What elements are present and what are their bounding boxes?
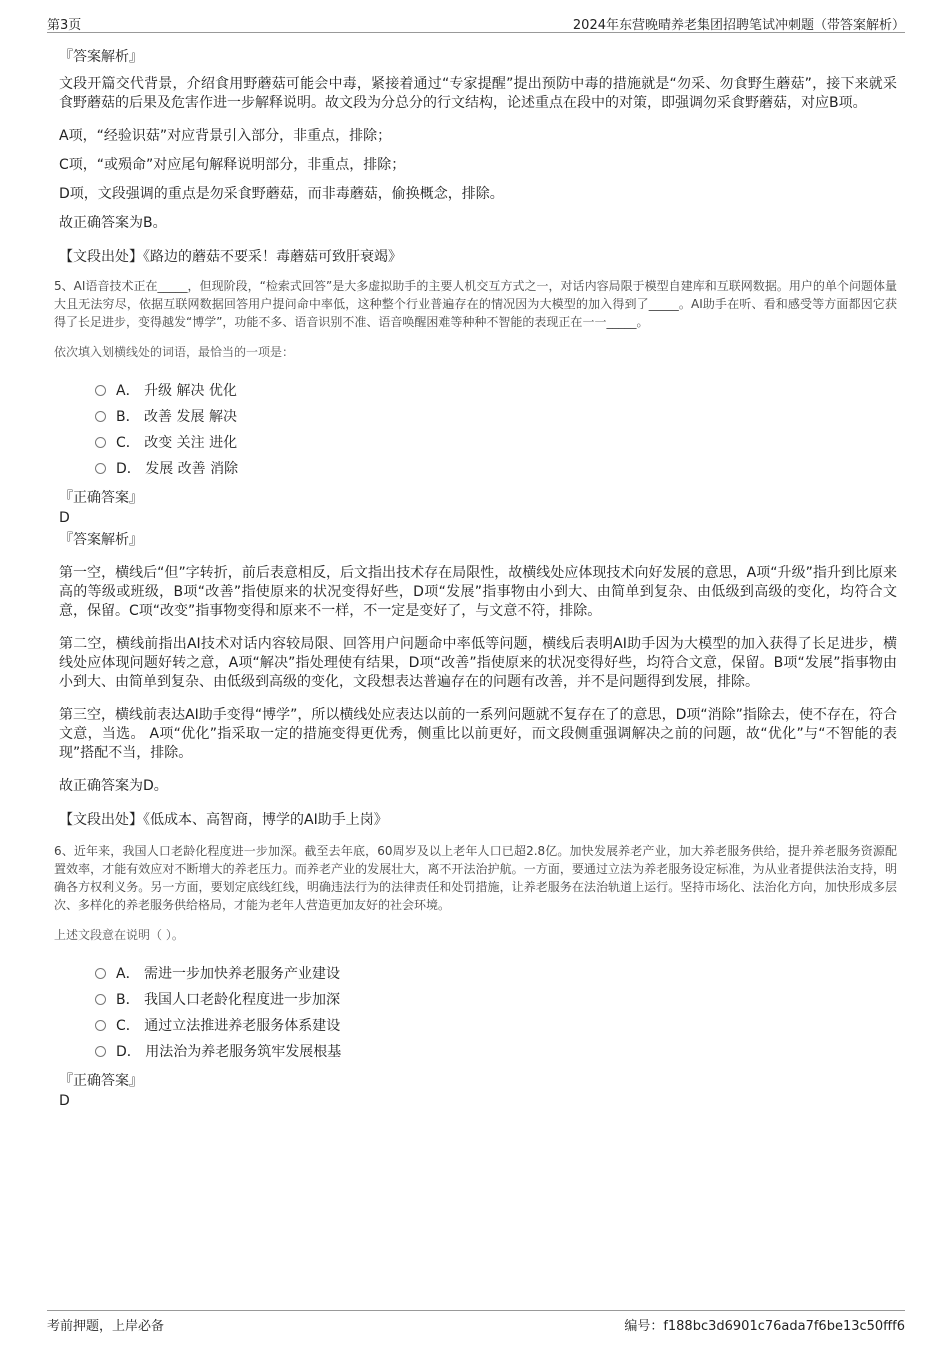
option-label: D． 用法治为养老服务筑牢发展根基	[116, 1044, 342, 1060]
option-a[interactable]	[95, 961, 897, 987]
analysis-paragraph: D项，文段强调的重点是勿采食野蘑菇，而非毒蘑菇，偷换概念，排除。	[59, 186, 504, 202]
page-header	[47, 14, 905, 33]
analysis-paragraph: C项，“或殒命”对应尾句解释说明部分，非重点，排除；	[59, 157, 406, 173]
question-6-prompt: 上述文段意在说明（ ）。	[54, 928, 184, 942]
option-d[interactable]	[95, 456, 897, 482]
page-number: 第3页	[47, 18, 82, 33]
question-6-text: 6、近年来，我国人口老龄化程度进一步加深。截至去年底，60周岁及以上老年人口已超2.8亿。加快发展养老产业，加大养老服务供给，提升养老服务资源配置效率，才能有效应对不断增大的养老压力。而养老产业的发展壮大，离不开法治护航。一方面，要通过立法为养老服务设定标准，为从业者提供法治支持，明确各方权利义务。另一方面，要划定底线红线，明确违法行为的法律责任和处罚措施，让养老服务在法治轨道上运行。坚持市场化、法治化方向，加快形成多层次、多样化的养老服务供给格局，才能为老年人营造更加友好的社会环境。	[54, 844, 897, 912]
document-code: 编号：f188bc3d6901c76ada7f6be13c50fff6	[624, 1319, 905, 1334]
correct-answer-value: D	[59, 1093, 70, 1109]
analysis-paragraph: 第二空，横线前指出AI技术对话内容较局限、回答用户问题命中率低等问题，横线后表明AI助手因为大模型的加入获得了长足进步，横线处应体现问题好转之意，A项“解决”指处理使有结果，D项“改善”指使原来的状况变得好些，均符合文意，保留。B项“发展”指事物由小到大、由简单到复杂、由低级到高级的变化，文段想表达普遍存在的问题有改善，并不是问题得到发展，排除。	[59, 636, 897, 690]
option-label: A． 需进一步加快养老服务产业建设	[116, 966, 341, 982]
question-6-options	[95, 961, 897, 1065]
analysis-paragraph: 第一空，横线后“但”字转折，前后表意相反，后文指出技术存在局限性，故横线处应体现技术向好发展的意思，A项“升级”指升到比原来高的等级或班级，B项“改善”指使原来的状况变得好些，D项“发展”指事物由小到大、由简单到复杂、由低级到高级的变化，均符合文意，保留。C项“改变”指事物变得和原来不一样，不一定是变好了，与文意不符，排除。	[59, 565, 897, 619]
option-a[interactable]	[95, 378, 897, 404]
analysis-paragraph: 文段开篇交代背景，介绍食用野蘑菇可能会中毒，紧接着通过“专家提醒”提出预防中毒的措施就是“勿采、勿食野生蘑菇”，接下来就采食野蘑菇的后果及危害作进一步解释说明。故文段为分总分的行文结构，论述重点在段中的对策，即强调勿采食野蘑菇，对应B项。	[59, 76, 897, 111]
analysis-paragraph: 第三空，横线前表达AI助手变得“博学”，所以横线处应表达以前的一系列问题就不复存在了的意思，D项“消除”指除去，使不存在，符合文意，当选。 A项“优化”指采取一定的措施变得更优秀，侧重比以前更好，而文段侧重强调解决之前的问题，故“优化”与“不智能的表现”搭配不当，排除。	[59, 707, 897, 761]
question-5-text: 5、AI语音技术正在_____，但现阶段，“检索式回答”是大多虚拟助手的主要人机交互方式之一，对话内容局限于模型自建库和互联网数据。用户的单个问题体量大且无法穷尽，依据互联网数据回答用户提问命中率低，这种整个行业普遍存在的情况因为大模型的加入得到了_____。AI助手在听、看和感受等方面都因它获得了长足进步，变得越发“博学”，功能不多、语音识别不准、语音唤醒困难等种种不智能的表现正在一一_____。	[54, 279, 897, 329]
option-b[interactable]	[95, 404, 897, 430]
analysis-title: 『答案解析』	[59, 49, 143, 65]
option-c[interactable]	[95, 430, 897, 456]
correct-answer-title: 『正确答案』	[59, 490, 143, 506]
option-b[interactable]	[95, 987, 897, 1013]
option-d[interactable]	[95, 1039, 897, 1065]
radio-button[interactable]	[95, 437, 106, 448]
option-label: A． 升级 解决 优化	[116, 383, 237, 399]
document-title: 2024年东营晚晴养老集团招聘笔试冲刺题（带答案解析）	[572, 18, 905, 33]
analysis-paragraph: A项，“经验识菇”对应背景引入部分，非重点，排除；	[59, 128, 392, 144]
option-label: C． 改变 关注 进化	[116, 435, 238, 451]
option-label: B． 改善 发展 解决	[116, 409, 237, 425]
radio-button[interactable]	[95, 463, 106, 474]
option-label: B． 我国人口老龄化程度进一步加深	[116, 992, 341, 1008]
page-content	[54, 47, 897, 1113]
radio-button[interactable]	[95, 968, 106, 979]
source-citation: 【文段出处】《低成本、高智商，博学的AI助手上岗》	[59, 812, 388, 828]
page-footer	[47, 1310, 905, 1334]
radio-button[interactable]	[95, 385, 106, 396]
radio-button[interactable]	[95, 994, 106, 1005]
radio-button[interactable]	[95, 411, 106, 422]
answer-conclusion: 故正确答案为B。	[59, 215, 167, 231]
footer-slogan: 考前押题，上岸必备	[47, 1319, 165, 1334]
correct-answer-value: D	[59, 510, 70, 526]
radio-button[interactable]	[95, 1046, 106, 1057]
option-label: C． 通过立法推进养老服务体系建设	[116, 1018, 341, 1034]
option-c[interactable]	[95, 1013, 897, 1039]
correct-answer-title: 『正确答案』	[59, 1073, 143, 1089]
option-label: D． 发展 改善 消除	[116, 461, 239, 477]
question-5-prompt: 依次填入划横线处的词语，最恰当的一项是：	[54, 345, 295, 359]
question-5-options	[95, 378, 897, 482]
radio-button[interactable]	[95, 1020, 106, 1031]
analysis-title: 『答案解析』	[59, 532, 143, 548]
answer-conclusion: 故正确答案为D。	[59, 778, 168, 794]
source-citation: 【文段出处】《路边的蘑菇不要采！毒蘑菇可致肝衰竭》	[59, 249, 402, 265]
